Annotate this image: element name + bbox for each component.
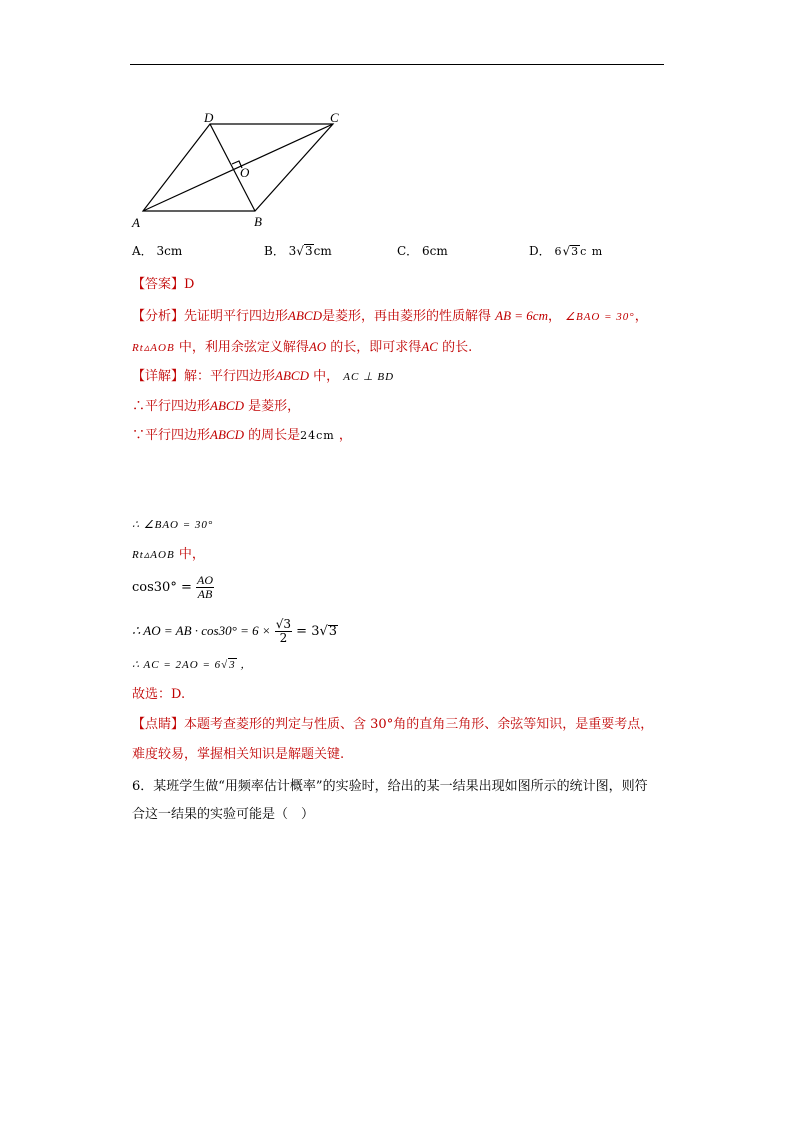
detail-line-6: cos30° = $\frac{AO}{AB}$: [132, 573, 213, 601]
detail-line-2: ∴平行四边形ABCD 是菱形，: [132, 398, 301, 414]
question-6-line-2: 合这一结果的实验可能是（ ）: [132, 807, 315, 822]
vertex-label-d: D: [204, 110, 214, 125]
parallelogram-figure: [128, 108, 368, 232]
vertex-label-c: C: [330, 110, 339, 125]
detail-line-1: 【详解】解：平行四边形ABCD 中， AC ⊥ BD: [132, 368, 395, 384]
detail-line-8: ∴ AC = 2AO = 6√3 ，: [132, 659, 253, 671]
answer-line: 【答案】D: [132, 277, 195, 292]
fraction-root3-over-2: $\frac{√3}{2}$: [275, 617, 292, 645]
diagonal-ac: [143, 124, 333, 211]
point-label-o: O: [240, 165, 250, 180]
detail-line-7: ∴ AO = AB · cos30° = 6 × $\frac{√3}{2}$ = 3√3: [132, 617, 338, 645]
choice-c: C． 6cm: [397, 244, 448, 258]
detail-line-5: Rt▵AOB 中，: [132, 547, 205, 562]
choice-a: A． 3cm: [132, 244, 183, 258]
vertex-label-a: A: [132, 215, 140, 230]
detail-line-9: 故选：D.: [132, 687, 186, 702]
header-rule: [130, 64, 664, 65]
vertex-label-b: B: [254, 214, 262, 229]
comment-line-1: 【点睛】本题考查菱形的判定与性质、含 30°角的直角三角形、余弦等知识，是重要考点，: [132, 717, 654, 732]
choice-b: B． 3√3cm: [264, 244, 332, 258]
analysis-line-1: 【分析】先证明平行四边形ABCD是菱形，再由菱形的性质解得 AB = 6cm， ∠BAO = 30°，: [132, 308, 648, 324]
choice-d: D． 6√3c m: [529, 244, 604, 258]
comment-line-2: 难度较易，掌握相关知识是解题关键.: [132, 747, 345, 762]
detail-line-3: ∵平行四边形ABCD 的周长是24cm ，: [132, 427, 352, 443]
fraction-ao-ab: $\frac{AO}{AB}$: [197, 573, 213, 601]
analysis-line-2: Rt▵AOB 中，利用余弦定义解得AO 的长，即可求得AC 的长.: [132, 339, 473, 355]
detail-line-4: ∴ ∠BAO = 30°: [132, 519, 214, 531]
question-6-line-1: 6．某班学生做“用频率估计概率”的实验时，给出的某一结果出现如图所示的统计图，则符: [132, 779, 648, 794]
